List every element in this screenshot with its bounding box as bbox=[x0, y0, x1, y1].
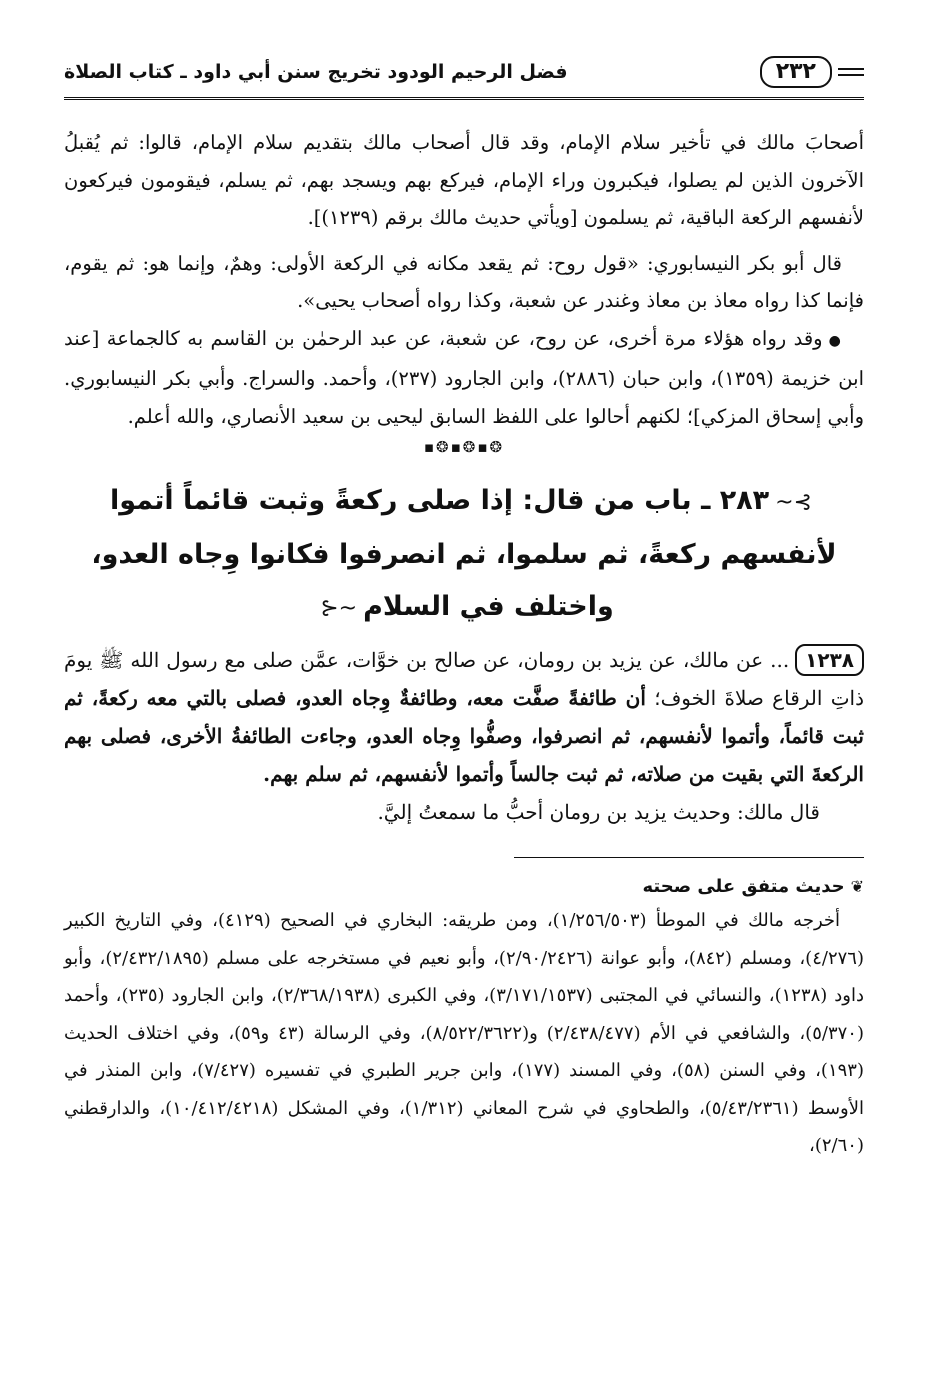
footnote-separator bbox=[514, 857, 864, 858]
header-ornament-line bbox=[838, 68, 864, 76]
paragraph-nisaburi: قال أبو بكر النيسابوري: «قول روح: ثم يقعد مكانه في الركعة الأولى: وهمٌ، وإنما هو: ثم يقوم، فإنما كذا رواه معاذ بن معاذ وغندر عن شعبة، وكذا رواه أصحاب يحيى». bbox=[64, 251, 864, 312]
paragraph-malik-companions: أصحابَ مالك في تأخير سلام الإمام، وقد قال أصحاب مالك بتقديم سلام الإمام، قالوا: ثم يُقبلُ الآخرون الذين لم يصلوا، فيكبرون وراء الإمام، فيركع بهم ويسجد بهم، ثم يسلم، فيقومون فيركعون لأنفسهم الركعة الباقية، ثم يسلمون [ويأتي حديث مالك برقم (١٢٣٩)]. bbox=[64, 131, 864, 229]
hadith-matn: أن طائفةً صفَّت معه، وطائفةٌ وِجاه العدو، فصلى بالتي معه ركعةً، ثم ثبت قائماً، وأتموا لأنفسهم، ثم انصرفوا، وصفُّوا وِجاه العدو، وجاءت الطائفةُ الأخرى، فصلى بهم الركعةَ التي بقيت من صلاته، ثم ثبت جالساً وأتموا لأنفسهم، ثم سلم بهم. bbox=[64, 686, 864, 786]
flourish-left-icon: ~⊰ bbox=[320, 596, 358, 621]
hadith-block bbox=[64, 641, 864, 793]
running-title: فضل الرحيم الودود تخريج سنن أبي داود ـ كتاب الصلاة bbox=[64, 61, 568, 83]
hadith-isnad: ... عن مالك، عن يزيد بن رومان، عن صالح بن خوَّات، عمَّن صلى مع رسول الله ﷺ يومَ ذاتِ الرقاع صلاةَ الخوف؛ bbox=[64, 648, 865, 710]
malik-note: قال مالك: وحديث يزيد بن رومان أحبُّ ما سمعتُ إليَّ. bbox=[377, 800, 820, 824]
paragraph-other-narration-text: وقد رواه هؤلاء مرة أخرى، عن روح، عن شعبة، عن عبد الرحمٰن بن القاسم به كالجماعة [عند ابن خزيمة (١٣٥٩)، وابن حبان (٢٨٨٦)، وابن الجارود (٢٣٧)، وأحمد. والسراج. وأبي بكر النيسابوري. وأبي إسحاق المزكي]؛ لكنهم أحالوا على اللفظ السابق ليحيى بن سعيد الأنصاري، والله أعلم. bbox=[64, 326, 864, 428]
chapter-title: ـ باب من قال: إذا صلى ركعةً وثبت قائماً أتموا لأنفسهم ركعةً، ثم سلموا، ثم انصرفوا فكانوا وِجاه العدو، واختلف في السلام bbox=[91, 485, 837, 622]
chapter-number: ٢٨٣ bbox=[719, 485, 770, 516]
paragraph-other-narration bbox=[64, 320, 864, 436]
book-icon: ❦ bbox=[850, 877, 864, 896]
footnote-heading-text: حديث متفق على صحته bbox=[642, 876, 845, 897]
book-page bbox=[64, 40, 864, 1350]
flourish-right-icon: ⊱~ bbox=[775, 490, 813, 515]
page-number-box bbox=[760, 56, 864, 88]
section-divider-ornament: ❂▪❂▪❂▪ bbox=[423, 438, 505, 456]
header-rule bbox=[64, 97, 864, 100]
footnote-text: أخرجه مالك في الموطأ (١/٢٥٦/٥٠٣)، ومن طريقه: البخاري في الصحيح (٤١٢٩)، وفي التاريخ الكبير (٤/٢٧٦)، ومسلم (٨٤٢)، وأبو عوانة (٢/٩٠/٢٤٢٦)، وأبو نعيم في مستخرجه على مسلم (٢/٤٣٢/١٨٩٥)، وأبو داود (١٢٣٨)، والنسائي في المجتبى (٣/١٧١/١٥٣٧)، وفي الكبرى (٢/٣٦٨/١٩٣٨)، وابن الجارود (٢٣٥)، وأحمد (٥/٣٧٠)، والشافعي في الأم (٢/٤٣٨/٤٧٧) و(٨/٥٢٢/٣٦٢٢)، وفي الرسالة (٤٣ و٥٩)، وفي اختلاف الحديث (١٩٣)، وفي السنن (٥٨)، وفي المسند (١٧٧)، وابن جرير الطبري في تفسيره (٧/٤٢٧)، وابن المنذر في الأوسط (٥/٤٣/٢٣٦١)، والطحاوي في شرح المعاني (١/٣١٢)، وفي المشكل (١٠/٤١٢/٤٢١٨)، والدارقطني (٢/٦٠)، bbox=[64, 910, 865, 1156]
page-number: ٢٣٢ bbox=[760, 56, 832, 88]
footnote-heading bbox=[64, 872, 864, 902]
hadith-number: ١٢٣٨ bbox=[795, 644, 864, 676]
bullet-icon: ● bbox=[828, 332, 842, 349]
page-header bbox=[64, 40, 864, 104]
chapter-heading bbox=[64, 475, 864, 635]
footnote-separator-wrap bbox=[64, 831, 864, 872]
